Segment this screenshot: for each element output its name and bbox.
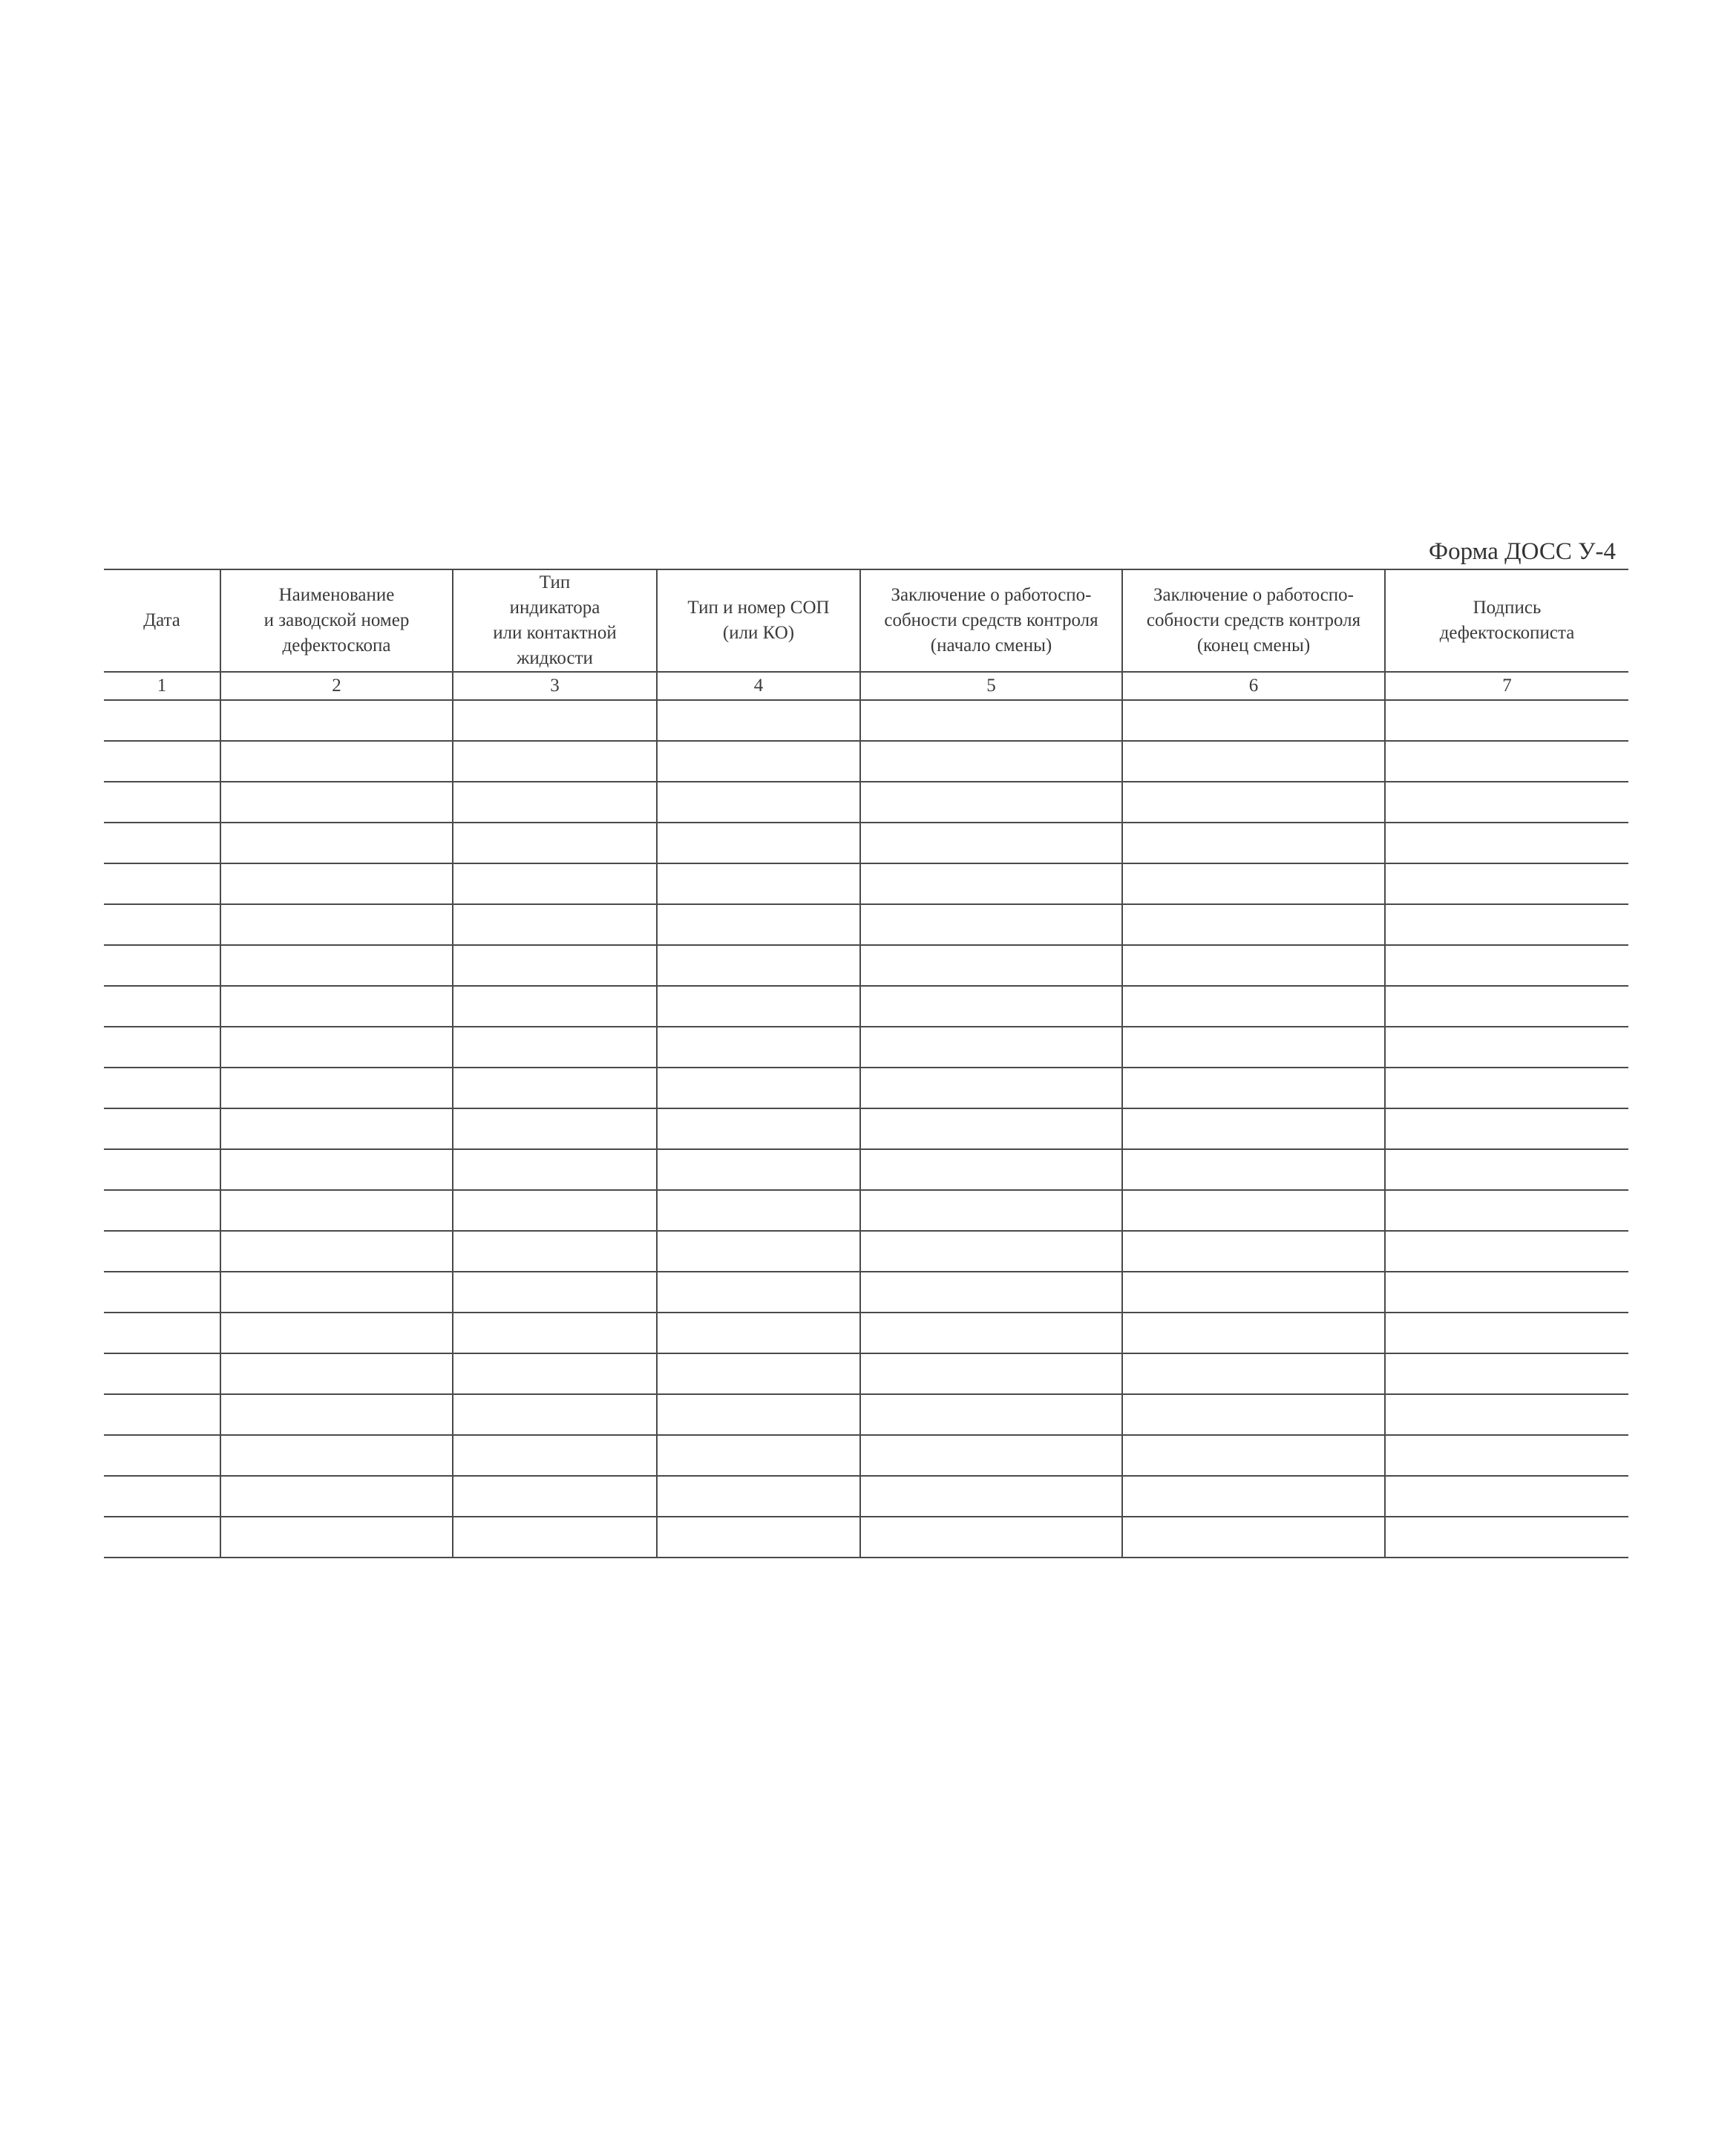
table-cell[interactable] — [860, 1476, 1122, 1517]
table-cell[interactable] — [104, 741, 220, 782]
table-cell[interactable] — [104, 1394, 220, 1435]
table-cell[interactable] — [220, 1108, 453, 1149]
table-cell[interactable] — [104, 1231, 220, 1272]
table-cell[interactable] — [453, 1108, 657, 1149]
table-cell[interactable] — [657, 823, 860, 863]
table-cell[interactable] — [860, 1272, 1122, 1313]
table-cell[interactable] — [453, 1435, 657, 1476]
table-cell[interactable] — [860, 863, 1122, 904]
table-cell[interactable] — [1385, 1231, 1628, 1272]
table-cell[interactable] — [860, 1517, 1122, 1558]
table-cell[interactable] — [220, 904, 453, 945]
table-cell[interactable] — [860, 986, 1122, 1027]
table-cell[interactable] — [220, 1149, 453, 1190]
table-body — [104, 700, 1628, 1558]
table-cell[interactable] — [453, 1068, 657, 1108]
table-row — [104, 1435, 1628, 1476]
table-cell[interactable] — [1122, 700, 1385, 741]
table-cell[interactable] — [657, 1231, 860, 1272]
table-cell[interactable] — [860, 1353, 1122, 1394]
table-cell[interactable] — [1122, 1476, 1385, 1517]
table-cell[interactable] — [220, 1435, 453, 1476]
table-row — [104, 1353, 1628, 1394]
table-row — [104, 1517, 1628, 1558]
table-cell[interactable] — [453, 741, 657, 782]
table-cell[interactable] — [657, 1435, 860, 1476]
table-cell[interactable] — [104, 1353, 220, 1394]
table-cell[interactable] — [104, 1313, 220, 1353]
table-cell[interactable] — [657, 1476, 860, 1517]
table-cell[interactable] — [453, 986, 657, 1027]
table-cell[interactable] — [1385, 1313, 1628, 1353]
table-cell[interactable] — [860, 1190, 1122, 1231]
table-cell[interactable] — [1385, 741, 1628, 782]
header-conclusion-end: Заключение о работоспо- собности средств контроля (конец смены) — [1122, 569, 1385, 672]
table-cell[interactable] — [453, 1353, 657, 1394]
table-cell[interactable] — [657, 782, 860, 823]
column-number: 5 — [860, 672, 1122, 700]
table-row — [104, 823, 1628, 863]
table-cell[interactable] — [1122, 1149, 1385, 1190]
column-number: 7 — [1385, 672, 1628, 700]
table-cell[interactable] — [1385, 1027, 1628, 1068]
table-cell[interactable] — [1385, 1272, 1628, 1313]
table-row — [104, 1231, 1628, 1272]
table-cell[interactable] — [1122, 1190, 1385, 1231]
header-sop-type: Тип и номер СОП (или КО) — [657, 569, 860, 672]
column-number: 2 — [220, 672, 453, 700]
table-cell[interactable] — [860, 1231, 1122, 1272]
table-cell[interactable] — [220, 823, 453, 863]
table-cell[interactable] — [657, 1108, 860, 1149]
table-cell[interactable] — [104, 904, 220, 945]
table-cell[interactable] — [104, 1476, 220, 1517]
table-cell[interactable] — [657, 986, 860, 1027]
table-cell[interactable] — [1122, 1231, 1385, 1272]
table-cell[interactable] — [1122, 986, 1385, 1027]
table-cell[interactable] — [657, 1027, 860, 1068]
table-cell[interactable] — [860, 1435, 1122, 1476]
table-cell[interactable] — [453, 863, 657, 904]
table-cell[interactable] — [657, 1353, 860, 1394]
table-cell[interactable] — [1122, 1108, 1385, 1149]
table-cell[interactable] — [860, 1108, 1122, 1149]
table-row — [104, 945, 1628, 986]
table-cell[interactable] — [1122, 1435, 1385, 1476]
table-cell[interactable] — [860, 700, 1122, 741]
table-cell[interactable] — [1122, 1313, 1385, 1353]
table-cell[interactable] — [1385, 1149, 1628, 1190]
column-number-row — [104, 672, 1628, 700]
table-cell[interactable] — [657, 1190, 860, 1231]
table-cell[interactable] — [453, 904, 657, 945]
table-cell[interactable] — [220, 1313, 453, 1353]
table-cell[interactable] — [1122, 741, 1385, 782]
table-cell[interactable] — [1385, 1517, 1628, 1558]
table-cell[interactable] — [860, 1068, 1122, 1108]
table-cell[interactable] — [860, 1313, 1122, 1353]
table-cell[interactable] — [453, 823, 657, 863]
table-cell[interactable] — [657, 1394, 860, 1435]
column-number: 4 — [657, 672, 860, 700]
table-cell[interactable] — [1385, 700, 1628, 741]
table-cell[interactable] — [453, 782, 657, 823]
table-cell[interactable] — [104, 986, 220, 1027]
table-cell[interactable] — [1122, 1272, 1385, 1313]
column-number: 1 — [104, 672, 220, 700]
table-cell[interactable] — [657, 700, 860, 741]
table-cell[interactable] — [1385, 1394, 1628, 1435]
table-cell[interactable] — [453, 1313, 657, 1353]
table-cell[interactable] — [1385, 1190, 1628, 1231]
table-cell[interactable] — [453, 1394, 657, 1435]
table-cell[interactable] — [104, 1272, 220, 1313]
table-cell[interactable] — [453, 1517, 657, 1558]
table-cell[interactable] — [104, 1517, 220, 1558]
table-cell[interactable] — [220, 1068, 453, 1108]
table-cell[interactable] — [453, 700, 657, 741]
table-cell[interactable] — [1122, 1068, 1385, 1108]
table-cell[interactable] — [104, 1027, 220, 1068]
table-cell[interactable] — [657, 1517, 860, 1558]
header-date: Дата — [104, 569, 220, 672]
table-row — [104, 1108, 1628, 1149]
table-cell[interactable] — [1122, 782, 1385, 823]
table-cell[interactable] — [1122, 904, 1385, 945]
table-cell[interactable] — [657, 1272, 860, 1313]
table-row — [104, 1068, 1628, 1108]
table-row — [104, 741, 1628, 782]
table-cell[interactable] — [104, 823, 220, 863]
table-cell[interactable] — [860, 1394, 1122, 1435]
table-cell[interactable] — [657, 741, 860, 782]
table-cell[interactable] — [453, 945, 657, 986]
table-cell[interactable] — [104, 1108, 220, 1149]
table-row — [104, 904, 1628, 945]
table-cell[interactable] — [220, 741, 453, 782]
table-cell[interactable] — [453, 1190, 657, 1231]
table-cell[interactable] — [657, 904, 860, 945]
table-row — [104, 986, 1628, 1027]
table-cell[interactable] — [1385, 1068, 1628, 1108]
table-cell[interactable] — [1385, 904, 1628, 945]
table-cell[interactable] — [453, 1149, 657, 1190]
table-cell[interactable] — [220, 782, 453, 823]
column-number: 6 — [1122, 672, 1385, 700]
table-row — [104, 1149, 1628, 1190]
table-cell[interactable] — [220, 1476, 453, 1517]
table-cell[interactable] — [657, 863, 860, 904]
table-cell[interactable] — [220, 1231, 453, 1272]
table-cell[interactable] — [1385, 1108, 1628, 1149]
header-conclusion-start: Заключение о работоспо- собности средств контроля (начало смены) — [860, 569, 1122, 672]
table-cell[interactable] — [104, 782, 220, 823]
table-cell[interactable] — [1385, 823, 1628, 863]
column-number: 3 — [453, 672, 657, 700]
table-cell[interactable] — [104, 1190, 220, 1231]
table-cell[interactable] — [657, 1313, 860, 1353]
header-device-name: Наименование и заводской номер дефектоскопа — [220, 569, 453, 672]
table-cell[interactable] — [220, 863, 453, 904]
table-cell[interactable] — [860, 945, 1122, 986]
table-cell[interactable] — [453, 1027, 657, 1068]
table-cell[interactable] — [1385, 986, 1628, 1027]
table-cell[interactable] — [453, 1231, 657, 1272]
table-cell[interactable] — [1385, 945, 1628, 986]
table-cell[interactable] — [1385, 863, 1628, 904]
table-row — [104, 1027, 1628, 1068]
header-signature: Подпись дефектоскописта — [1385, 569, 1628, 672]
table-cell[interactable] — [657, 1149, 860, 1190]
table-cell[interactable] — [220, 1190, 453, 1231]
table-cell[interactable] — [1122, 863, 1385, 904]
table-cell[interactable] — [220, 1517, 453, 1558]
form-label: Форма ДОСС У-4 — [1429, 538, 1616, 565]
table-cell[interactable] — [1122, 823, 1385, 863]
table-cell[interactable] — [1122, 1027, 1385, 1068]
table-cell[interactable] — [860, 823, 1122, 863]
table-cell[interactable] — [1122, 1394, 1385, 1435]
table-row — [104, 700, 1628, 741]
table-cell[interactable] — [104, 945, 220, 986]
table-cell[interactable] — [220, 986, 453, 1027]
table-cell[interactable] — [1122, 1353, 1385, 1394]
table-cell[interactable] — [860, 1149, 1122, 1190]
header-row — [104, 569, 1628, 672]
table-row — [104, 1476, 1628, 1517]
table-row — [104, 1313, 1628, 1353]
table-cell[interactable] — [1122, 945, 1385, 986]
table-cell[interactable] — [1385, 1435, 1628, 1476]
table-row — [104, 1272, 1628, 1313]
table-cell[interactable] — [220, 700, 453, 741]
table-cell[interactable] — [860, 904, 1122, 945]
table-cell[interactable] — [220, 1353, 453, 1394]
table-row — [104, 1190, 1628, 1231]
log-table — [104, 569, 1628, 1558]
table-cell[interactable] — [453, 1272, 657, 1313]
table-cell[interactable] — [220, 1027, 453, 1068]
table-cell[interactable] — [1385, 1353, 1628, 1394]
table-row — [104, 782, 1628, 823]
table-cell[interactable] — [860, 741, 1122, 782]
table-cell[interactable] — [1385, 1476, 1628, 1517]
table-cell[interactable] — [453, 1476, 657, 1517]
table-cell[interactable] — [1385, 782, 1628, 823]
table-cell[interactable] — [657, 1068, 860, 1108]
table-cell[interactable] — [220, 1394, 453, 1435]
table-cell[interactable] — [220, 945, 453, 986]
table-cell[interactable] — [104, 1149, 220, 1190]
header-indicator-type: Тип индикатора или контактной жидкости — [453, 569, 657, 672]
table-cell[interactable] — [860, 782, 1122, 823]
table-cell[interactable] — [104, 863, 220, 904]
table-cell[interactable] — [220, 1272, 453, 1313]
table-cell[interactable] — [1122, 1517, 1385, 1558]
table-row — [104, 863, 1628, 904]
table-cell[interactable] — [104, 700, 220, 741]
table-cell[interactable] — [104, 1435, 220, 1476]
table-row — [104, 1394, 1628, 1435]
table-cell[interactable] — [657, 945, 860, 986]
table-cell[interactable] — [104, 1068, 220, 1108]
table-cell[interactable] — [860, 1027, 1122, 1068]
